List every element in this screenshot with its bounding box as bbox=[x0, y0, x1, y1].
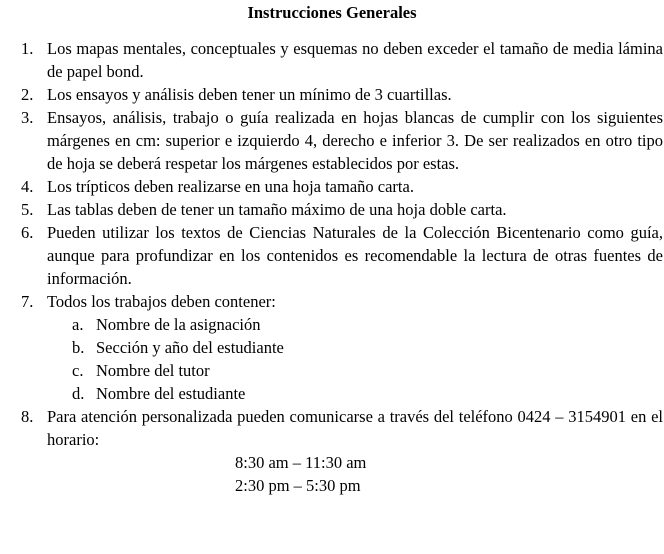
instructions-list bbox=[0, 37, 663, 497]
item-number: 3. bbox=[21, 108, 34, 127]
sub-item-letter: d. bbox=[72, 384, 85, 403]
item-number: 5. bbox=[21, 200, 34, 219]
sub-list-item bbox=[47, 382, 663, 405]
item-number: 2. bbox=[21, 85, 34, 104]
sub-item-text: Nombre del estudiante bbox=[96, 384, 246, 403]
required-fields-list bbox=[47, 313, 663, 405]
item-text: Los ensayos y análisis deben tener un mínimo de 3 cuartillas. bbox=[47, 85, 452, 104]
list-item bbox=[0, 83, 663, 106]
item-text: Pueden utilizar los textos de Ciencias Naturales de la Colección Bicentenario como guía, aunque para profundizar en los contenidos es recomendable la lectura de otras fuentes de información. bbox=[47, 223, 663, 288]
list-item bbox=[0, 175, 663, 198]
sub-item-letter: b. bbox=[72, 338, 85, 357]
item-text: Ensayos, análisis, trabajo o guía realizada en hojas blancas de cumplir con los siguientes márgenes en cm: superior e izquierdo 4, derecho e inferior 3. De ser realizados en otro tipo de hoja se deberá respetar los márgenes establecidos por estas. bbox=[47, 108, 663, 173]
schedule-morning: 8:30 am – 11:30 am bbox=[235, 453, 367, 472]
item-text: Todos los trabajos deben contener: bbox=[47, 292, 276, 311]
sub-list-item bbox=[47, 359, 663, 382]
sub-item-letter: c. bbox=[72, 361, 84, 380]
sub-item-text: Nombre de la asignación bbox=[96, 315, 261, 334]
item-number: 7. bbox=[21, 292, 34, 311]
list-item bbox=[0, 198, 663, 221]
item-text: Las tablas deben de tener un tamaño máximo de una hoja doble carta. bbox=[47, 200, 507, 219]
item-number: 6. bbox=[21, 223, 34, 242]
list-item bbox=[0, 290, 663, 405]
list-item bbox=[0, 106, 663, 175]
sub-item-letter: a. bbox=[72, 315, 84, 334]
item-number: 4. bbox=[21, 177, 34, 196]
list-item bbox=[0, 37, 663, 83]
sub-item-text: Nombre del tutor bbox=[96, 361, 210, 380]
item-text: Para atención personalizada pueden comunicarse a través del teléfono 0424 – 3154901 en el horario: bbox=[47, 407, 663, 449]
list-item bbox=[0, 405, 663, 497]
sub-item-text: Sección y año del estudiante bbox=[96, 338, 284, 357]
item-text: Los trípticos deben realizarse en una hoja tamaño carta. bbox=[47, 177, 414, 196]
schedule-afternoon: 2:30 pm – 5:30 pm bbox=[235, 476, 361, 495]
list-item bbox=[0, 221, 663, 290]
sub-list-item bbox=[47, 336, 663, 359]
sub-list-item bbox=[47, 313, 663, 336]
item-number: 8. bbox=[21, 407, 34, 426]
page-title: Instrucciones Generales bbox=[247, 3, 417, 22]
item-text: Los mapas mentales, conceptuales y esquemas no deben exceder el tamaño de media lámina de papel bond. bbox=[47, 39, 663, 81]
item-number: 1. bbox=[21, 39, 34, 58]
